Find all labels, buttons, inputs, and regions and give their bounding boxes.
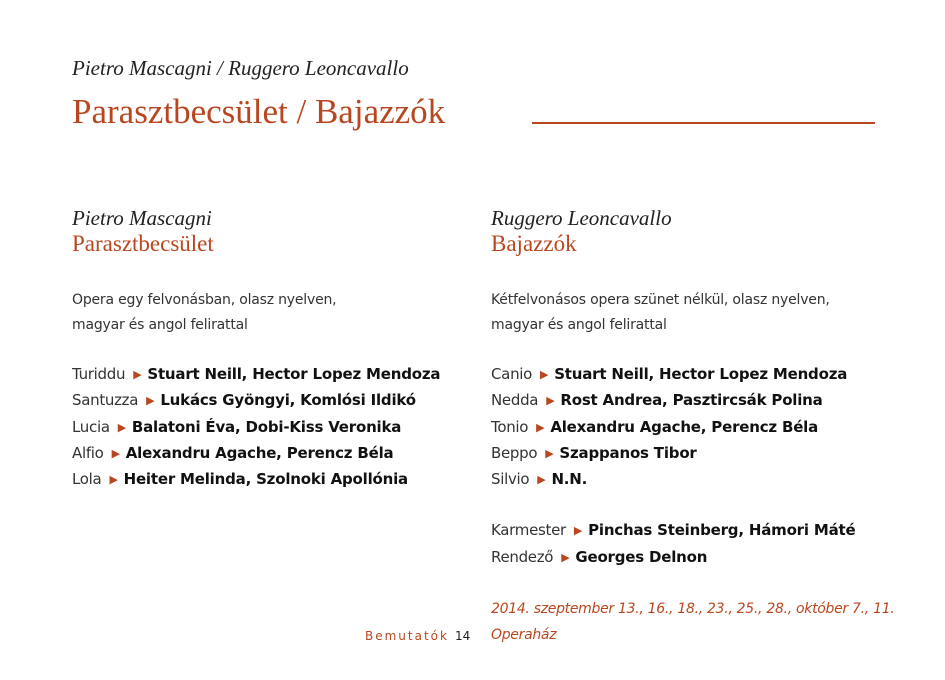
opera-description — [72, 288, 472, 338]
staff-names: Pinchas Steinberg, Hámori Máté — [588, 521, 856, 540]
role-name: Turiddu — [72, 365, 126, 383]
performer-names: Lukács Gyöngyi, Komlósi Ildikó — [160, 391, 416, 410]
performer-names: Balatoni Éva, Dobi-Kiss Veronika — [131, 417, 402, 436]
staff-row — [491, 518, 891, 544]
performance-dates: 2014. szeptember 13., 16., 18., 23., 25., 28., október 7., 11. — [491, 601, 895, 618]
cast-list — [72, 362, 472, 493]
role-name: Alfio — [72, 443, 104, 462]
description-line: Kétfelvonásos opera szünet nélkül, olasz nyelven, — [491, 292, 830, 308]
column-pagliacci — [491, 206, 895, 648]
role-name: Lola — [72, 470, 102, 489]
cast-row — [491, 415, 891, 441]
role-name: Lucia — [72, 417, 110, 436]
cast-row — [72, 362, 472, 388]
staff-list — [491, 518, 891, 571]
description-line: magyar és angol felirattal — [72, 317, 248, 333]
cast-row — [72, 467, 472, 493]
performer-names: Alexandru Agache, Perencz Béla — [125, 443, 394, 462]
triangle-right-icon: ▶ — [536, 420, 545, 434]
cast-row — [491, 362, 891, 388]
role-name: Canio — [491, 365, 533, 383]
staff-role: Karmester — [491, 521, 566, 540]
triangle-right-icon: ▶ — [561, 550, 570, 564]
staff-names: Georges Delnon — [575, 547, 708, 566]
cast-row — [491, 467, 891, 493]
triangle-right-icon: ▶ — [117, 420, 126, 434]
triangle-right-icon: ▶ — [146, 394, 155, 408]
cast-row — [72, 388, 472, 414]
triangle-right-icon: ▶ — [537, 473, 546, 487]
triangle-right-icon: ▶ — [546, 394, 555, 408]
performer-names: Stuart Neill, Hector Lopez Mendoza — [147, 365, 441, 383]
performer-names: Szappanos Tibor — [559, 443, 697, 462]
cast-row — [491, 441, 891, 467]
performer-names: Rost Andrea, Pasztircsák Polina — [560, 391, 823, 410]
performance-info — [491, 596, 895, 648]
performer-names: Heiter Melinda, Szolnoki Apollónia — [123, 470, 408, 489]
performer-names: N.N. — [551, 470, 588, 489]
role-name: Silvio — [491, 470, 530, 489]
description-line: magyar és angol felirattal — [491, 317, 667, 333]
triangle-right-icon: ▶ — [133, 368, 142, 381]
cast-row — [491, 388, 891, 414]
cast-row — [72, 441, 472, 467]
role-name: Beppo — [491, 443, 538, 462]
composer-name: Pietro Mascagni — [72, 206, 212, 230]
cast-list — [491, 362, 891, 493]
performance-venue: Operaház — [491, 627, 557, 644]
performer-names: Alexandru Agache, Perencz Béla — [550, 417, 819, 436]
opera-description — [491, 288, 891, 338]
page-title: Parasztbecsület / Bajazzók — [72, 92, 446, 131]
title-rule — [532, 122, 875, 124]
composer-name: Ruggero Leoncavallo — [491, 206, 672, 230]
triangle-right-icon: ▶ — [573, 524, 583, 538]
opera-title: Parasztbecsület — [72, 231, 214, 256]
role-name: Nedda — [491, 391, 539, 410]
page-number: 14 — [455, 629, 471, 643]
header-composers: Pietro Mascagni / Ruggero Leoncavallo — [72, 56, 409, 80]
role-name: Tonio — [491, 417, 529, 436]
column-cavalleria — [72, 206, 472, 493]
footer-section-label: Bemutatók — [365, 629, 449, 643]
staff-role: Rendező — [491, 547, 554, 566]
triangle-right-icon: ▶ — [111, 446, 120, 460]
triangle-right-icon: ▶ — [545, 446, 554, 460]
triangle-right-icon: ▶ — [109, 473, 118, 487]
role-name: Santuzza — [72, 391, 139, 410]
triangle-right-icon: ▶ — [540, 368, 549, 381]
opera-title: Bajazzók — [491, 231, 577, 256]
description-line: Opera egy felvonásban, olasz nyelven, — [72, 292, 337, 308]
staff-row — [491, 545, 891, 571]
cast-row — [72, 415, 472, 441]
performer-names: Stuart Neill, Hector Lopez Mendoza — [554, 365, 848, 383]
